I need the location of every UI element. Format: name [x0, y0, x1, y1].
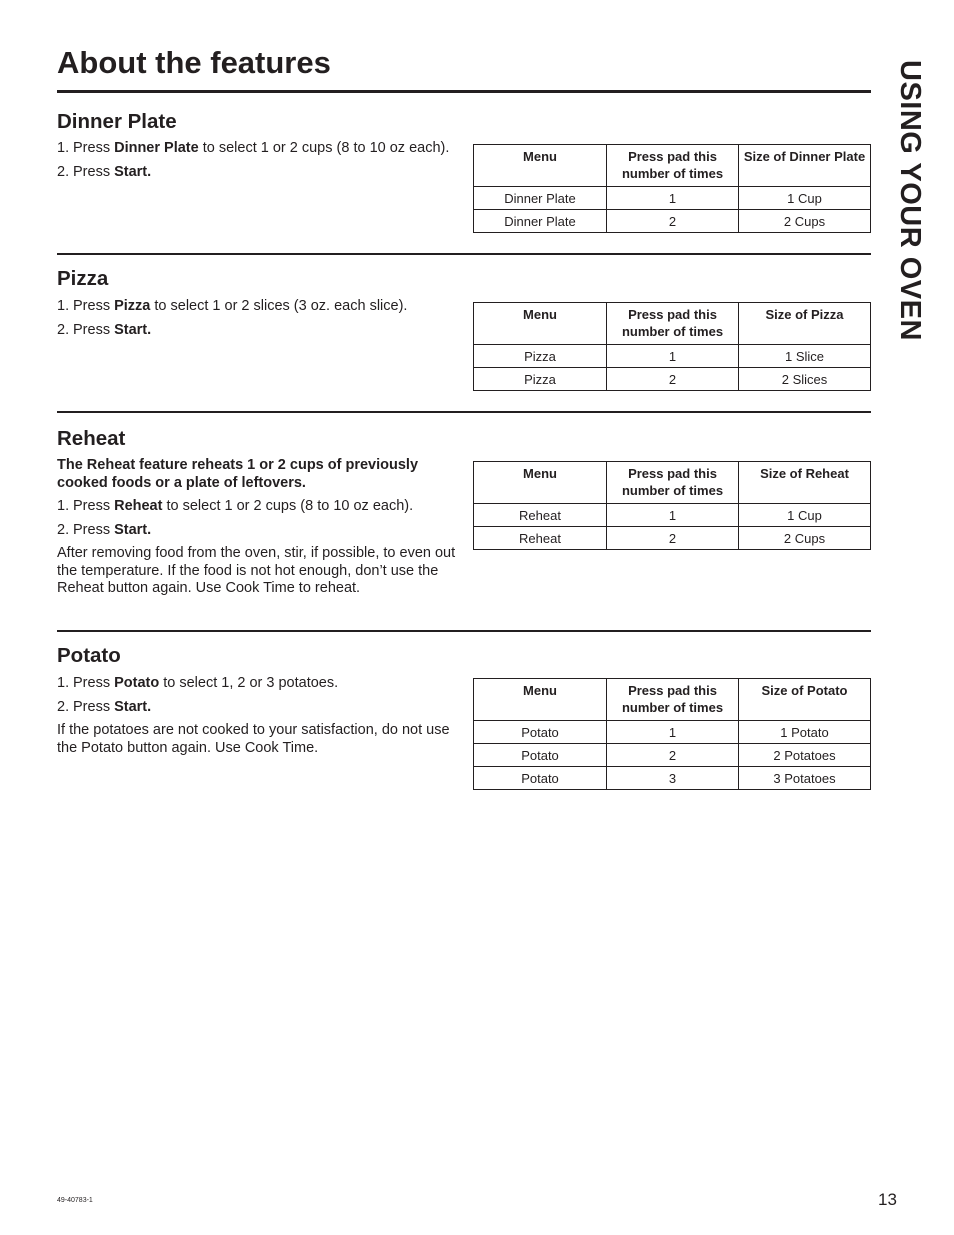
table-cell: 1 Cup [739, 187, 871, 210]
section-title: Potato [57, 644, 121, 667]
table-cell: Dinner Plate [474, 187, 607, 210]
table-cell: Reheat [474, 527, 607, 550]
section-divider [57, 411, 871, 413]
table-cell: 3 Potatoes [739, 767, 871, 790]
step-1: 1. Press Pizza to select 1 or 2 slices (3 oz. each slice). [57, 298, 408, 314]
table-row [474, 345, 871, 368]
table-row [474, 721, 871, 744]
section-title: Pizza [57, 267, 109, 290]
step-2: 2. Press Start. [57, 321, 152, 338]
potato-note: If the potatoes are not cooked to your satisfaction, do not use the Potato button again. Use Cook Time. [57, 722, 450, 756]
table-row [474, 744, 871, 767]
step-1: 1. Press Potato to select 1, 2 or 3 potatoes. [57, 675, 339, 691]
table-header: Size of Potato [739, 679, 871, 721]
table-header: Menu [474, 679, 607, 721]
table-header: Menu [474, 303, 607, 345]
step-1: 1. Press Dinner Plate to select 1 or 2 cups (8 to 10 oz each). [57, 140, 450, 156]
table-cell: 2 Slices [739, 368, 871, 391]
potato-table [473, 678, 871, 790]
section-divider [57, 253, 871, 255]
table-row [474, 210, 871, 233]
reheat-note: After removing food from the oven, stir, if possible, to even out the temperature. If the food is not hot enough, don’t use the Reheat button again. Use Cook Time to reheat. [57, 545, 456, 596]
title-divider [57, 90, 871, 93]
table-row [474, 527, 871, 550]
table-cell: 2 Potatoes [739, 744, 871, 767]
table-cell: 1 [607, 504, 739, 527]
table-cell: Potato [474, 721, 607, 744]
table-header: Size of Dinner Plate [739, 145, 871, 187]
table-cell: 1 Slice [739, 345, 871, 368]
instructions [57, 140, 457, 187]
table-row [474, 504, 871, 527]
section-title: Dinner Plate [57, 110, 177, 133]
table-cell: 2 [607, 527, 739, 550]
table-cell: 2 Cups [739, 527, 871, 550]
side-tab-label: USING YOUR OVEN [894, 60, 926, 341]
instructions [57, 298, 457, 345]
section-side-tab [888, 60, 928, 360]
pizza-table [473, 302, 871, 391]
table-header: Press pad this number of times [607, 303, 739, 345]
page-number: 13 [878, 1190, 897, 1209]
instructions [57, 675, 457, 763]
instructions [57, 457, 457, 604]
table-cell: 1 [607, 187, 739, 210]
table-cell: Pizza [474, 345, 607, 368]
table-cell: Pizza [474, 368, 607, 391]
page-title: About the features [57, 45, 331, 80]
reheat-intro: The Reheat feature reheats 1 or 2 cups of previously cooked foods or a plate of leftovers. [57, 457, 419, 491]
table-cell: 2 [607, 368, 739, 391]
table-cell: 1 Potato [739, 721, 871, 744]
table-cell: 1 [607, 345, 739, 368]
table-cell: 2 [607, 744, 739, 767]
table-cell: Potato [474, 767, 607, 790]
dinner-plate-table [473, 144, 871, 233]
table-header-row [474, 462, 871, 504]
table-cell: 1 [607, 721, 739, 744]
table-cell: 1 Cup [739, 504, 871, 527]
table-header-row [474, 145, 871, 187]
section-title: Reheat [57, 427, 126, 450]
step-2: 2. Press Start. [57, 163, 152, 180]
table-row [474, 187, 871, 210]
document-code: 49-40783-1 [57, 1197, 93, 1204]
reheat-table [473, 461, 871, 550]
table-header: Press pad this number of times [607, 679, 739, 721]
table-cell: Reheat [474, 504, 607, 527]
section-divider [57, 630, 871, 632]
table-header: Menu [474, 462, 607, 504]
table-row [474, 368, 871, 391]
step-1: 1. Press Reheat to select 1 or 2 cups (8 to 10 oz each). [57, 498, 414, 514]
step-2: 2. Press Start. [57, 698, 152, 715]
step-2: 2. Press Start. [57, 521, 152, 538]
table-cell: Dinner Plate [474, 210, 607, 233]
table-cell: 3 [607, 767, 739, 790]
table-header-row [474, 679, 871, 721]
table-cell: Potato [474, 744, 607, 767]
table-row [474, 767, 871, 790]
table-header: Menu [474, 145, 607, 187]
table-cell: 2 Cups [739, 210, 871, 233]
table-header: Size of Reheat [739, 462, 871, 504]
table-header-row [474, 303, 871, 345]
table-cell: 2 [607, 210, 739, 233]
table-header: Size of Pizza [739, 303, 871, 345]
table-header: Press pad this number of times [607, 462, 739, 504]
table-header: Press pad this number of times [607, 145, 739, 187]
